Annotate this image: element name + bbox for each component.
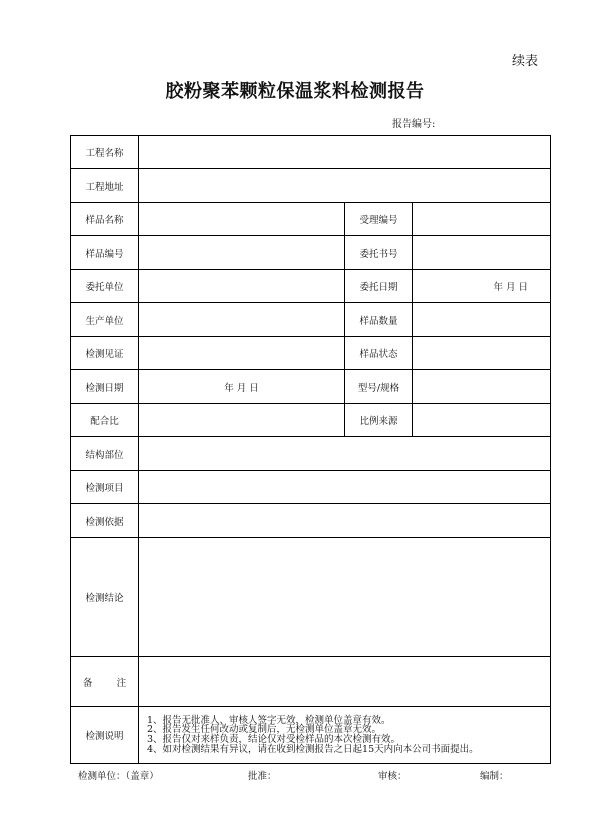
sample-number-field[interactable] [139, 236, 345, 270]
commission-date-field[interactable]: 年 月 日 [413, 270, 551, 303]
manufacturer-field[interactable] [139, 303, 345, 337]
ratio-source-field[interactable] [413, 404, 551, 437]
compile-label: 编制： [480, 771, 509, 782]
commission-date-label: 委托日期 [345, 270, 413, 303]
approve-label: 批准： [248, 771, 277, 782]
row-test-items [71, 471, 551, 504]
conclusion-field[interactable] [139, 538, 551, 657]
client-field[interactable] [139, 270, 345, 303]
commission-number-field[interactable] [413, 236, 551, 270]
row-test-basis [71, 504, 551, 538]
commission-number-label: 委托书号 [345, 236, 413, 270]
row-mix-ratio [71, 404, 551, 437]
row-project-address [71, 169, 551, 203]
note-item: 4、如对检测结果有异议，请在收到检测报告之日起15天内向本公司书面提出。 [147, 743, 479, 755]
ratio-source-label: 比例来源 [345, 404, 413, 437]
test-items-field[interactable] [139, 471, 551, 504]
remarks-label: 备 注 [71, 657, 139, 707]
mix-ratio-label: 配合比 [71, 404, 139, 437]
model-spec-field[interactable] [413, 370, 551, 404]
test-basis-label: 检测依据 [71, 504, 139, 538]
row-sample-number [71, 236, 551, 270]
row-structure-part [71, 437, 551, 471]
report-title: 胶粉聚苯颗粒保温浆料检测报告 [165, 81, 425, 102]
remarks-field[interactable] [139, 657, 551, 707]
row-test-date [71, 370, 551, 404]
accept-number-label: 受理编号 [345, 203, 413, 236]
model-spec-label: 型号/规格 [345, 370, 413, 404]
report-number-label: 报告编号: [392, 119, 436, 130]
report-form-table [70, 135, 551, 764]
note-item: 1、报告无批准人、审核人签字无效，检测单位盖章有效。 [147, 714, 391, 726]
testing-unit-label: 检测单位：（盖章） [78, 771, 159, 782]
notes-label: 检测说明 [71, 707, 139, 764]
project-address-label: 工程地址 [71, 169, 139, 203]
row-witness [71, 337, 551, 370]
project-name-field[interactable] [139, 136, 551, 169]
test-items-label: 检测项目 [71, 471, 139, 504]
conclusion-label: 检测结论 [71, 538, 139, 657]
mix-ratio-field[interactable] [139, 404, 345, 437]
note-item: 2、报告发生任何改动或复制后，无检测单位盖章无效。 [147, 724, 382, 736]
row-client [71, 270, 551, 303]
row-notes [71, 707, 551, 764]
continued-label: 续表 [512, 54, 539, 69]
witness-field[interactable] [139, 337, 345, 370]
sample-state-field[interactable] [413, 337, 551, 370]
row-remarks [71, 657, 551, 707]
notes-content [139, 707, 551, 764]
sample-quantity-field[interactable] [413, 303, 551, 337]
sample-name-label: 样品名称 [71, 203, 139, 236]
structure-part-field[interactable] [139, 437, 551, 471]
review-label: 审核： [378, 771, 407, 782]
sample-name-field[interactable] [139, 203, 345, 236]
row-project-name [71, 136, 551, 169]
note-item: 3、报告仅对来样负责，结论仅对受检样品的本次检测有效。 [147, 734, 401, 745]
test-date-label: 检测日期 [71, 370, 139, 404]
sample-quantity-label: 样品数量 [345, 303, 413, 337]
client-label: 委托单位 [71, 270, 139, 303]
row-sample-name [71, 203, 551, 236]
row-manufacturer [71, 303, 551, 337]
test-date-field[interactable]: 年 月 日 [139, 370, 345, 404]
witness-label: 检测见证 [71, 337, 139, 370]
structure-part-label: 结构部位 [71, 437, 139, 471]
row-conclusion [71, 538, 551, 657]
manufacturer-label: 生产单位 [71, 303, 139, 337]
accept-number-field[interactable] [413, 203, 551, 236]
project-name-label: 工程名称 [71, 136, 139, 169]
sample-number-label: 样品编号 [71, 236, 139, 270]
project-address-field[interactable] [139, 169, 551, 203]
sample-state-label: 样品状态 [345, 337, 413, 370]
test-basis-field[interactable] [139, 504, 551, 538]
